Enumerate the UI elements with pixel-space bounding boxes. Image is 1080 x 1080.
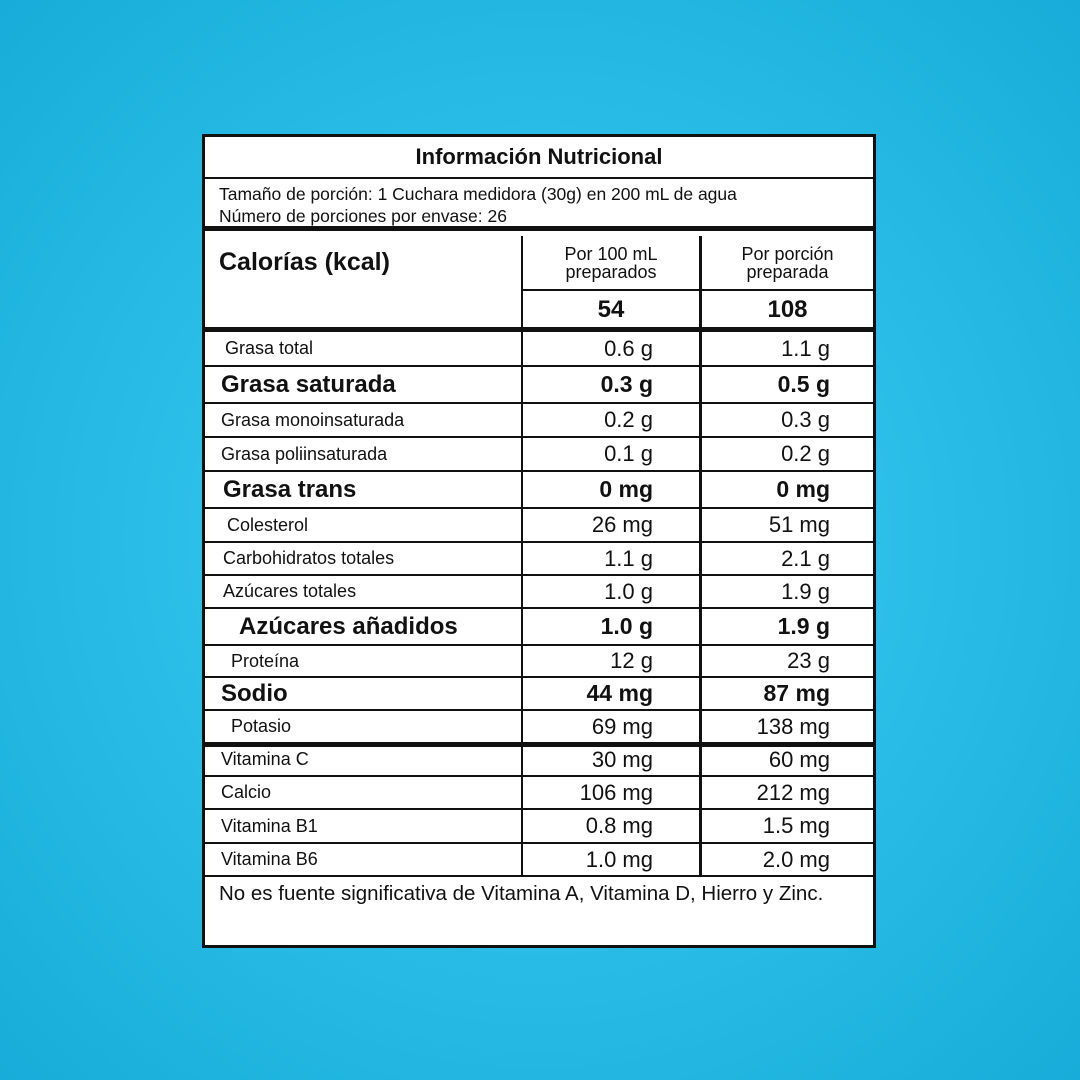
nutrient-name: Colesterol [227, 514, 309, 535]
nutrient-name: Grasa total [225, 338, 314, 358]
nutrient-value-per-serving: 138 mg [756, 713, 830, 739]
nutrient-row [205, 576, 873, 609]
nutrient-value-per-serving: 60 mg [768, 746, 830, 772]
col-header-per-serving-line1: Por porción [741, 243, 834, 264]
col-header-per-100-line1: Por 100 mL [564, 243, 658, 264]
nutrient-value-per-100: 0.6 g [604, 335, 653, 361]
nutrient-value-per-100: 26 mg [591, 512, 653, 537]
nutrient-value-per-serving: 0.2 g [781, 441, 830, 466]
calories-per-serving: 108 [767, 296, 808, 323]
nutrient-row [205, 509, 873, 543]
nutrient-value-per-100: 1.0 g [604, 578, 653, 604]
nutrient-row [205, 646, 873, 678]
nutrient-value-per-serving: 23 g [787, 648, 830, 673]
col-header-per-100 [523, 236, 699, 291]
nutrient-name: Vitamina B1 [221, 815, 318, 836]
nutrient-row [205, 438, 873, 472]
nutrient-value-per-serving: 2.1 g [781, 545, 830, 571]
column-divider-1 [521, 236, 523, 876]
calories-block [205, 236, 873, 332]
nutrient-value-per-100: 69 mg [591, 713, 653, 739]
nutrient-value-per-100: 1.0 g [600, 613, 653, 639]
col-header-per-serving [702, 236, 873, 291]
nutrient-name: Calcio [221, 782, 272, 802]
nutrient-row [205, 810, 873, 844]
nutrient-value-per-100: 44 mg [586, 680, 653, 706]
footnote: No es fuente significativa de Vitamina A, Vitamina D, Hierro y Zinc. [219, 882, 824, 905]
nutrient-row [205, 744, 873, 777]
nutrient-value-per-serving: 1.1 g [781, 335, 830, 361]
nutrient-name: Carbohidratos totales [223, 548, 395, 568]
nutrient-value-per-serving: 1.5 mg [762, 813, 830, 838]
nutrient-value-per-serving: 2.0 mg [762, 846, 830, 872]
nutrient-name: Potasio [231, 716, 292, 736]
calories-per-100: 54 [597, 296, 625, 323]
nutrient-name: Azúcares añadidos [239, 612, 458, 640]
nutrient-value-per-serving: 0 mg [776, 476, 830, 502]
nutrient-row [205, 367, 873, 404]
nutrient-value-per-100: 0.8 mg [585, 813, 653, 838]
nutrient-value-per-100: 0.3 g [600, 371, 653, 397]
nutrient-name: Azúcares totales [223, 581, 357, 601]
nutrient-value-per-serving: 1.9 g [777, 613, 830, 639]
nutrient-row [205, 543, 873, 576]
col-header-per-100-line2: preparados [565, 261, 657, 282]
nutrient-value-per-serving: 0.5 g [777, 371, 830, 397]
nutrient-value-per-serving: 87 mg [763, 680, 830, 706]
nutrient-value-per-serving: 1.9 g [781, 578, 830, 604]
column-divider-2 [699, 236, 702, 876]
nutrition-facts-label [202, 134, 876, 948]
col-header-per-serving-line2: preparada [746, 261, 829, 282]
nutrient-value-per-100: 0 mg [599, 476, 653, 502]
nutrient-value-per-100: 12 g [610, 648, 653, 673]
nutrient-row [205, 777, 873, 810]
calories-label: Calorías (kcal) [219, 248, 390, 276]
nutrient-row [205, 332, 873, 367]
nutrient-value-per-serving: 212 mg [756, 779, 830, 805]
nutrient-value-per-100: 0.1 g [604, 441, 653, 466]
nutrient-row [205, 711, 873, 747]
nutrient-name: Proteína [231, 650, 300, 671]
nutrient-value-per-serving: 51 mg [768, 512, 830, 537]
serving-size: Tamaño de porción: 1 Cuchara medidora (30g) en 200 mL de agua [219, 184, 737, 204]
label-title: Información Nutricional [205, 137, 873, 179]
nutrient-row [205, 844, 873, 877]
nutrient-name: Grasa poliinsaturada [221, 443, 388, 464]
nutrient-name: Grasa trans [223, 475, 357, 503]
servings-per-container: Número de porciones por envase: 26 [219, 206, 507, 226]
nutrient-name: Sodio [221, 679, 288, 707]
serving-info [205, 179, 873, 231]
nutrient-name: Vitamina B6 [221, 849, 318, 869]
nutrient-value-per-100: 1.0 mg [585, 846, 653, 872]
nutrient-row [205, 404, 873, 438]
nutrient-value-per-serving: 0.3 g [781, 407, 830, 432]
nutrient-name: Grasa saturada [221, 370, 396, 398]
nutrient-value-per-100: 0.2 g [604, 407, 653, 432]
nutrient-name: Vitamina C [221, 749, 309, 769]
nutrient-value-per-100: 30 mg [591, 746, 653, 772]
nutrient-name: Grasa monoinsaturada [221, 409, 405, 430]
nutrient-row [205, 678, 873, 711]
nutrient-row [205, 609, 873, 646]
nutrient-value-per-100: 1.1 g [604, 545, 653, 571]
nutrient-value-per-100: 106 mg [579, 779, 653, 805]
nutrient-row [205, 472, 873, 509]
